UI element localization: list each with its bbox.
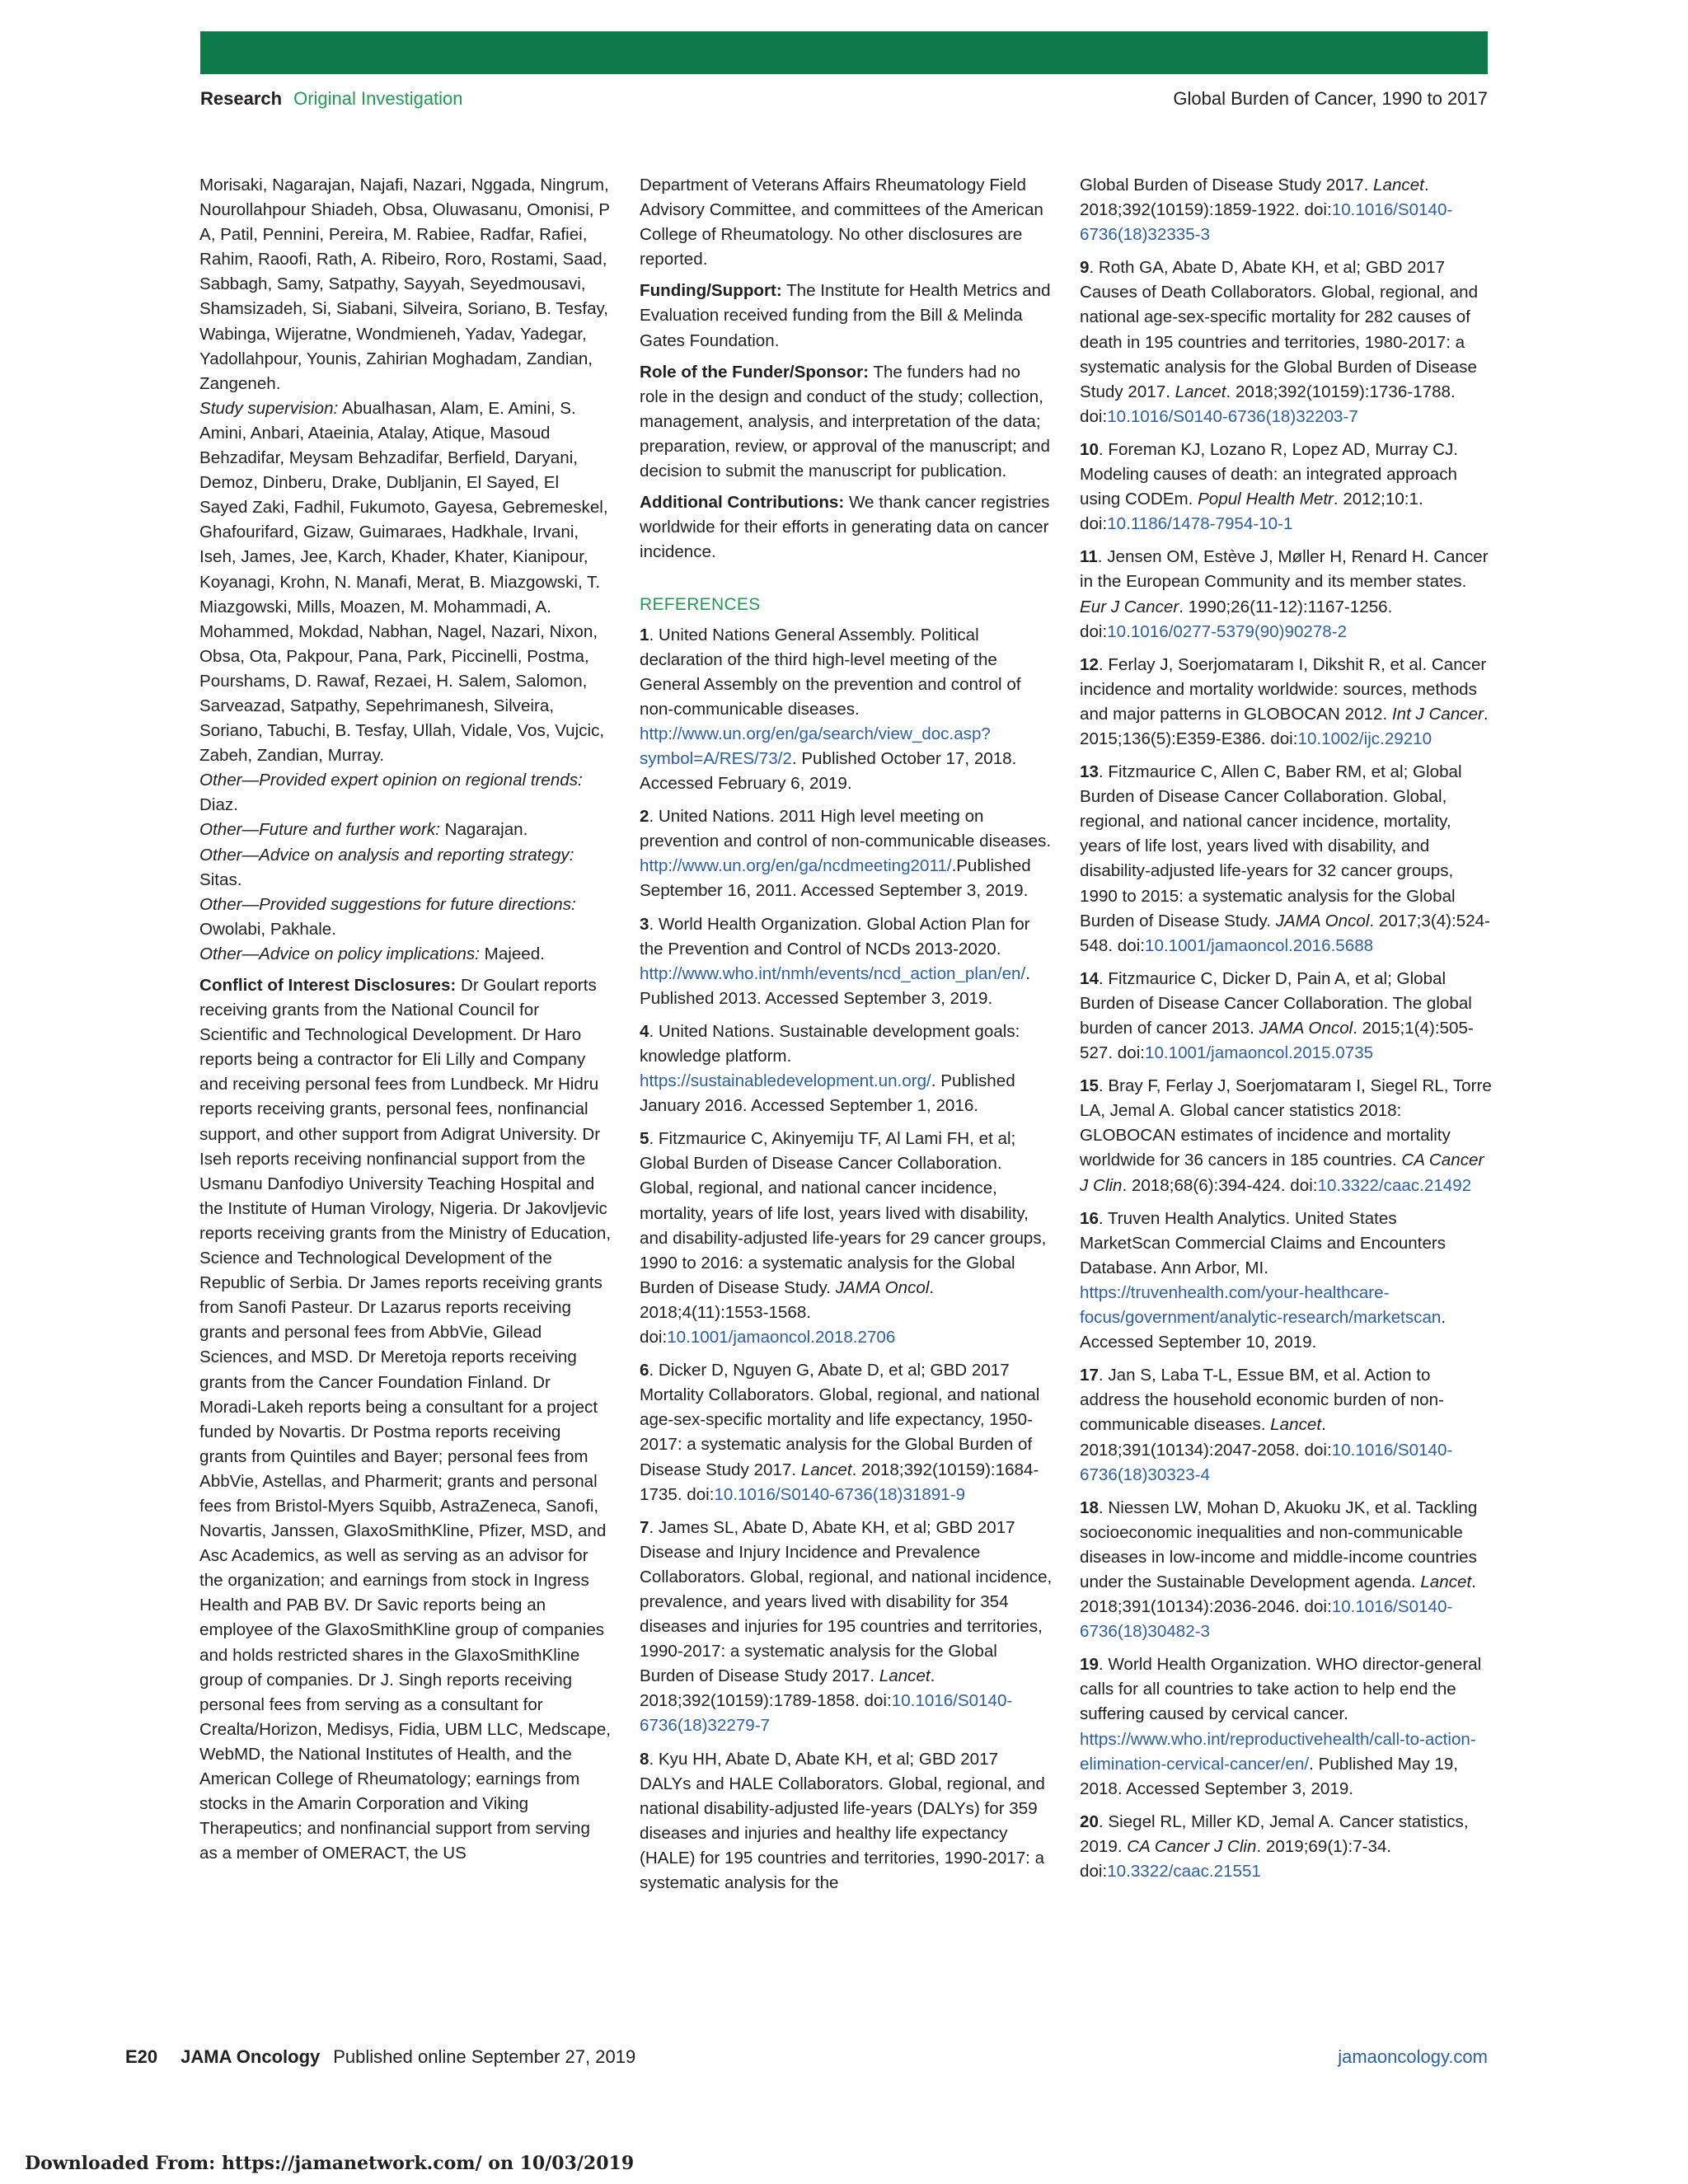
reference-link[interactable]: 10.1016/S0140-6736(18)30482-3 bbox=[1080, 1597, 1453, 1642]
reference-citation: . 2018;392(10159):1684-1735. doi: bbox=[640, 1460, 1039, 1504]
funding-support bbox=[640, 279, 1053, 353]
contribution-other-5-label: Other—Advice on policy implications: bbox=[199, 944, 480, 963]
reference-text: . Kyu HH, Abate D, Abate KH, et al; GBD 2017 DALYs and HALE Collaborators. Global, regional, and national disability-adjusted life-years (DALYs) for 359 diseases and injuries and healthy life expectancy (HALE) for 195 countries and territories, 1990-2017: a systematic analysis for the bbox=[640, 1749, 1045, 1892]
reference-item bbox=[640, 1127, 1053, 1350]
contribution-other-5 bbox=[199, 942, 612, 967]
reference-link[interactable]: 10.1001/jamaoncol.2015.0735 bbox=[1145, 1043, 1374, 1063]
reference-link[interactable]: http://www.un.org/en/ga/ncdmeeting2011/ bbox=[640, 856, 952, 876]
reference-journal: CA Cancer J Clin bbox=[1080, 1151, 1484, 1195]
reference-text: . Foreman KJ, Lozano R, Lopez AD, Murray CJ. Modeling causes of death: an integrated approach using CODEm. bbox=[1080, 439, 1459, 509]
reference-number: 11 bbox=[1080, 547, 1098, 567]
reference-link[interactable]: 10.1186/1478-7954-10-1 bbox=[1107, 514, 1293, 534]
reference-journal: Lancet bbox=[1270, 1415, 1322, 1435]
reference-citation: . 2015;136(5):E359-E386. doi: bbox=[1080, 704, 1489, 748]
reference-link[interactable]: 10.1016/S0140-6736(18)32203-7 bbox=[1107, 406, 1358, 426]
reference-item bbox=[1080, 173, 1492, 247]
reference-link[interactable]: 10.3322/caac.21492 bbox=[1317, 1175, 1472, 1195]
page-header bbox=[200, 86, 1488, 112]
reference-number: 2 bbox=[640, 807, 649, 827]
reference-text: . Fitzmaurice C, Akinyemiju TF, Al Lami FH, et al; Global Burden of Disease Cancer Collaboration. Global, regional, and national cancer incidence, mortality, years of life lost, years lived with disability, and disability-adjusted life-years for 29 cancer groups, 1990 to 2016: a systematic analysis for the Global Burden of Disease Study. bbox=[640, 1129, 1047, 1297]
role-text: The funders had no role in the design and conduct of the study; collection, management, analysis, and interpretation of the data; preparation, review, or approval of the manuscript; and decision to submit the manuscript for publication. bbox=[640, 362, 1050, 481]
contribution-other-2-text: Nagarajan. bbox=[439, 820, 528, 840]
reference-number: 10 bbox=[1080, 439, 1099, 459]
reference-link[interactable]: 10.1016/0277-5379(90)90278-2 bbox=[1107, 621, 1348, 641]
reference-citation: . 2018;391(10134):2036-2046. doi: bbox=[1080, 1572, 1476, 1617]
reference-text: . Dicker D, Nguyen G, Abate D, et al; GBD 2017 Mortality Collaborators. Global, regional, and national age-sex-specific mortality and life expectancy, 1950-2017: a systematic analysis for the Global Burden of Disease Study 2017. bbox=[640, 1361, 1040, 1479]
funding-label: Funding/Support: bbox=[640, 281, 782, 301]
reference-text: . Fitzmaurice C, Allen C, Baber RM, et al; Global Burden of Disease Cancer Collaboration. Global, regional, and national cancer incidence, mortality, years of life lost, years lived with disability, and disability-adjusted life-years for 32 cancer groups, 1990 to 2015: a systematic analysis for the Global Burden of Disease Study. bbox=[1080, 762, 1462, 930]
reference-citation: . 2018;4(11):1553-1568. doi: bbox=[640, 1277, 935, 1347]
reference-number: 6 bbox=[640, 1361, 649, 1380]
reference-number: 16 bbox=[1080, 1208, 1099, 1228]
column-2 bbox=[640, 173, 1053, 1904]
page-footer bbox=[125, 2044, 1488, 2070]
reference-link[interactable]: http://www.un.org/en/ga/search/view_doc.asp?symbol=A/RES/73/2 bbox=[640, 724, 991, 768]
reference-item bbox=[1080, 1810, 1492, 1884]
reference-item bbox=[640, 1358, 1053, 1507]
reference-number: 18 bbox=[1080, 1497, 1099, 1517]
reference-suffix: . Accessed September 10, 2019. bbox=[1080, 1308, 1447, 1352]
reference-number: 4 bbox=[640, 1021, 649, 1041]
reference-item bbox=[1080, 760, 1492, 958]
journal-header-bar bbox=[200, 31, 1488, 74]
reference-number: 8 bbox=[640, 1749, 649, 1769]
reference-journal: Lancet bbox=[1175, 382, 1226, 401]
reference-number: 15 bbox=[1080, 1076, 1099, 1096]
download-note: Downloaded From: https://jamanetwork.com/ on 10/03/2019 bbox=[25, 2153, 635, 2174]
study-supervision-label: Study supervision: bbox=[199, 398, 339, 418]
reference-journal: Lancet bbox=[800, 1460, 852, 1479]
reference-link[interactable]: http://www.who.int/nmh/events/ncd_action_plan/en/ bbox=[640, 963, 1026, 983]
reference-journal: JAMA Oncol bbox=[835, 1277, 930, 1297]
reference-link[interactable]: https://www.who.int/reproductivehealth/call-to-action-elimination-cervical-cancer/en/ bbox=[1080, 1729, 1476, 1774]
reference-item bbox=[1080, 255, 1492, 429]
reference-citation: . 1990;26(11-12):1167-1256. doi: bbox=[1080, 597, 1393, 641]
reference-citation: . 2018;391(10134):2047-2058. doi: bbox=[1080, 1415, 1332, 1460]
reference-text: . Ferlay J, Soerjomataram I, Dikshit R, et al. Cancer incidence and mortality worldwide: sources, methods and major patterns in GLOBOCAN 2012. bbox=[1080, 654, 1487, 724]
reference-suffix: . Published 2013. Accessed September 3, 2019. bbox=[640, 963, 1030, 1008]
subsection-label: Original Investigation bbox=[293, 88, 463, 109]
reference-suffix: . Published October 17, 2018. Accessed February 6, 2019. bbox=[640, 748, 1017, 794]
reference-text: . Jan S, Laba T-L, Essue BM, et al. Action to address the household economic burden of non-communicable diseases. bbox=[1080, 1366, 1444, 1435]
contribution-other-1-label: Other—Provided expert opinion on regional trends: bbox=[199, 771, 583, 790]
reference-journal: JAMA Oncol bbox=[1275, 911, 1370, 930]
reference-citation: . 2019;69(1):7-34. doi: bbox=[1080, 1836, 1392, 1881]
reference-text: . United Nations. 2011 High level meeting on prevention and control of non-communicable diseases. bbox=[640, 807, 1052, 851]
reference-item bbox=[640, 623, 1053, 797]
reference-citation: . 2012;10:1. doi: bbox=[1080, 490, 1423, 534]
reference-link[interactable]: 10.1016/S0140-6736(18)32335-3 bbox=[1080, 200, 1453, 245]
reference-text: . Truven Health Analytics. United States MarketScan Commercial Claims and Encounters Database. Ann Arbor, MI. bbox=[1080, 1208, 1447, 1277]
contribution-other-1-text: Diaz. bbox=[199, 795, 238, 815]
reference-link[interactable]: https://truvenhealth.com/your-healthcare-focus/government/analytic-research/marketscan bbox=[1080, 1282, 1442, 1328]
reference-number: 1 bbox=[640, 625, 649, 644]
reference-item bbox=[640, 1516, 1053, 1739]
reference-link[interactable]: 10.1001/jamaoncol.2018.2706 bbox=[667, 1328, 896, 1347]
reference-suffix: . Published January 2016. Accessed September 1, 2016. bbox=[640, 1071, 1015, 1116]
reference-item bbox=[1080, 653, 1492, 752]
reference-journal: Eur J Cancer bbox=[1080, 597, 1179, 616]
contribution-other-3 bbox=[199, 843, 612, 893]
column-3 bbox=[1080, 173, 1492, 1892]
reference-text: . Niessen LW, Mohan D, Akuoku JK, et al. Tackling socioeconomic inequalities and non-communicable diseases in low-income and middle-income countries under the Sustainable Development agenda. bbox=[1080, 1497, 1478, 1591]
journal-website-link[interactable]: jamaoncology.com bbox=[1338, 2046, 1488, 2067]
reference-journal: CA Cancer J Clin bbox=[1127, 1836, 1257, 1856]
reference-text: Global Burden of Disease Study 2017. bbox=[1080, 176, 1374, 194]
reference-item bbox=[640, 1747, 1053, 1896]
reference-number: 3 bbox=[640, 914, 649, 934]
reference-journal: Int J Cancer bbox=[1391, 704, 1484, 724]
reference-item bbox=[640, 1019, 1053, 1118]
reference-item bbox=[1080, 967, 1492, 1066]
conflict-of-interest-continued: Department of Veterans Affairs Rheumatology Field Advisory Committee, and committees of the American College of Rheumatology. No other disclosures are reported. bbox=[640, 176, 1043, 269]
running-title: Global Burden of Cancer, 1990 to 2017 bbox=[1173, 88, 1488, 109]
contribution-other-4-label: Other—Provided suggestions for future directions: bbox=[199, 894, 576, 914]
reference-number: 20 bbox=[1080, 1811, 1099, 1831]
reference-text: . World Health Organization. Global Action Plan for the Prevention and Control of NCDs 2013-2020. bbox=[640, 914, 1030, 958]
reference-text: . United Nations. Sustainable development goals: knowledge platform. bbox=[640, 1021, 1020, 1066]
reference-item bbox=[1080, 1496, 1492, 1645]
column-1 bbox=[199, 173, 612, 1866]
contribution-other-2-label: Other—Future and further work: bbox=[199, 820, 440, 840]
role-of-funder bbox=[640, 360, 1053, 484]
conflict-of-interest-label: Conflict of Interest Disclosures: bbox=[199, 976, 457, 995]
reference-item bbox=[1080, 1652, 1492, 1802]
study-supervision bbox=[199, 396, 612, 768]
reference-number: 13 bbox=[1080, 762, 1099, 782]
reference-suffix: . Published May 19, 2018. Accessed September 3, 2019. bbox=[1080, 1754, 1459, 1798]
reference-suffix: .Published September 16, 2011. Accessed September 3, 2019. bbox=[640, 856, 1031, 901]
reference-list-col3 bbox=[1080, 173, 1492, 1884]
contributions-text: We thank cancer registries worldwide for their efforts in generating data on cancer incidence. bbox=[640, 493, 1050, 562]
reference-link[interactable]: 10.1016/S0140-6736(18)30323-4 bbox=[1080, 1440, 1453, 1484]
reference-link[interactable]: 10.1002/ijc.29210 bbox=[1297, 729, 1432, 748]
section-label: Research bbox=[200, 88, 283, 109]
conflict-of-interest-text: Dr Goulart reports receiving grants from the National Council for Scientific and Technological Development. Dr Haro reports being a contractor for Eli Lilly and Company and receiving personal fees from Lundbeck. Mr Hidru reports receiving grants, personal fees, nonfinancial support, and other support from Adigrat University. Dr Iseh reports receiving nonfinancial support from the Usmanu Danfodiyo University Teaching Hospital and the Institute of Human Virology, Nigeria. Dr Jakovljevic reports receiving grants from the Ministry of Education, Science and Technological Development of the Republic of Serbia. Dr James reports receiving grants from Sanofi Pasteur. Dr Lazarus reports receiving grants and personal fees from AbbVie, Gilead Sciences, and MSD. Dr Meretoja reports receiving grants from the Cancer Foundation Finland. Dr Moradi-Lakeh reports being a consultant for a project funded by Novartis. Dr Postma reports receiving grants from Quintiles and Bayer; personal fees from AbbVie, Astellas, and Pharmerit; grants and personal fees from Bristol-Myers Squibb, AstraZeneca, Sanofi, Novartis, Janssen, GlaxoSmithKline, Pfizer, MSD, and Asc Academics, as well as serving as an advisor for the organization; and earnings from stock in Ingress Health and PAB BV. Dr Savic reports being an employee of the GlaxoSmithKline group of companies and holds restricted shares in the GlaxoSmithKline group of companies. Dr J. Singh reports receiving personal fees from serving as a consultant for Crealta/Horizon, Medisys, Fidia, UBM LLC, Medscape, WebMD, the National Institutes of Health, and the American College of Rheumatology; earnings from stocks in the Amarin Corporation and Viking Therapeutics; and nonfinancial support from serving as a member of OMERACT, the US bbox=[199, 976, 612, 1863]
reference-journal: JAMA Oncol bbox=[1259, 1019, 1353, 1038]
reference-item bbox=[1080, 1074, 1492, 1197]
reference-number: 12 bbox=[1080, 654, 1099, 674]
study-supervision-text: Abualhasan, Alam, E. Amini, S. Amini, Anbari, Ataeinia, Atalay, Atique, Masoud Behzadifar, Meysam Behzadifar, Berfield, Daryani, Demoz, Dinberu, Drake, Dubljanin, El Sayed, El Sayed Zaki, Fadhil, Fukumoto, Gayesa, Gebremeskel, Ghafourifard, Gizaw, Guimaraes, Hadkhale, Irvani, Iseh, James, Jee, Karch, Khader, Khater, Kianipour, Koyanagi, Krohn, N. Manafi, Merat, B. Miazgowski, T. Miazgowski, Mills, Moazen, M. Mohammadi, A. Mohammed, Mokdad, Nabhan, Nagel, Nazari, Nixon, Obsa, Ota, Pakpour, Pana, Park, Piccinelli, Postma, Pourshams, D. Rawaf, Rezaei, H. Salem, Salomon, Sarveazad, Satpathy, Sepehrimanesh, Silveira, Soriano, Tabuchi, B. Tesfay, Ullah, Vidale, Vos, Vujcic, Zabeh, Zandian, Murray. bbox=[199, 398, 608, 766]
reference-text: . Jensen OM, Estève J, Møller H, Renard H. Cancer in the European Community and its member states. bbox=[1080, 547, 1489, 592]
reference-citation: . 2018;392(10159):1789-1858. doi: bbox=[640, 1666, 935, 1711]
references-heading: REFERENCES bbox=[640, 595, 761, 615]
reference-citation: . 2015;1(4):505-527. doi: bbox=[1080, 1019, 1474, 1063]
reference-citation: . 2018;68(6):394-424. doi: bbox=[1122, 1175, 1318, 1195]
reference-citation: . 2018;392(10159):1859-1922. doi: bbox=[1080, 176, 1429, 220]
contribution-other-5-text: Majeed. bbox=[479, 944, 545, 963]
contributions-label: Additional Contributions: bbox=[640, 493, 845, 513]
reference-link[interactable]: 10.1016/S0140-6736(18)31891-9 bbox=[714, 1484, 966, 1504]
reference-list-col2 bbox=[640, 623, 1053, 1896]
reference-number: 5 bbox=[640, 1129, 649, 1149]
reference-text: . Bray F, Ferlay J, Soerjomataram I, Siegel RL, Torre LA, Jemal A. Global cancer statistics 2018: GLOBOCAN estimates of incidence and mortality worldwide for 36 cancers in 185 countries. bbox=[1080, 1076, 1492, 1170]
reference-citation: . 2018;392(10159):1736-1788. doi: bbox=[1080, 382, 1456, 426]
reference-text: . James SL, Abate D, Abate KH, et al; GBD 2017 Disease and Injury Incidence and Prevalence Collaborators. Global, regional, and national incidence, prevalence, and years lived with disability for 354 diseases and injuries for 195 countries and territories, 1990-2017: a systematic analysis for the Global Burden of Disease Study 2017. bbox=[640, 1517, 1053, 1686]
reference-number: 7 bbox=[640, 1517, 649, 1537]
reference-text: . Fitzmaurice C, Dicker D, Pain A, et al; Global Burden of Disease Cancer Collaboration. The global burden of cancer 2013. bbox=[1080, 968, 1472, 1038]
journal-name: JAMA Oncology bbox=[181, 2046, 321, 2067]
role-label: Role of the Funder/Sponsor: bbox=[640, 362, 870, 382]
reference-link[interactable]: 10.1016/S0140-6736(18)32279-7 bbox=[640, 1691, 1013, 1736]
contribution-other-3-label: Other—Advice on analysis and reporting strategy: bbox=[199, 845, 574, 865]
reference-link[interactable]: 10.1001/jamaoncol.2016.5688 bbox=[1145, 935, 1374, 955]
funding-text: The Institute for Health Metrics and Evaluation received funding from the Bill & Melinda Gates Foundation. bbox=[640, 281, 1051, 350]
additional-contributions bbox=[640, 490, 1053, 565]
conflict-of-interest bbox=[199, 973, 612, 1866]
reference-item bbox=[1080, 545, 1492, 644]
page-number: E20 bbox=[125, 2046, 158, 2067]
publication-date: Published online September 27, 2019 bbox=[333, 2046, 636, 2067]
contribution-other-4 bbox=[199, 893, 612, 942]
reference-number: 9 bbox=[1080, 258, 1090, 278]
reference-link[interactable]: https://sustainabledevelopment.un.org/ bbox=[640, 1071, 931, 1091]
reference-text: . Siegel RL, Miller KD, Jemal A. Cancer statistics, 2019. bbox=[1080, 1811, 1469, 1856]
reference-number: 19 bbox=[1080, 1655, 1099, 1675]
contribution-other-3-text: Sitas. bbox=[199, 869, 242, 889]
reference-number: 14 bbox=[1080, 968, 1099, 988]
reference-item bbox=[1080, 1207, 1492, 1356]
reference-item bbox=[1080, 1363, 1492, 1487]
reference-journal: Lancet bbox=[1373, 176, 1424, 194]
reference-number: 17 bbox=[1080, 1366, 1099, 1385]
reference-item bbox=[640, 804, 1053, 903]
reference-text: . World Health Organization. WHO director-general calls for all countries to take action to help end the suffering caused by cervical cancer. bbox=[1080, 1655, 1482, 1724]
reference-text: . Roth GA, Abate D, Abate KH, et al; GBD 2017 Causes of Death Collaborators. Global, regional, and national age-sex-specific mortality for 282 causes of death in 195 countries and territories, 1980-2017: a systematic analysis for the Global Burden of Disease Study 2017. bbox=[1080, 258, 1479, 401]
contribution-other-2 bbox=[199, 818, 612, 842]
reference-item bbox=[640, 912, 1053, 1011]
contribution-other-4-text: Owolabi, Pakhale. bbox=[199, 919, 336, 939]
reference-item bbox=[1080, 438, 1492, 537]
reference-citation: . 2017;3(4):524-548. doi: bbox=[1080, 911, 1490, 955]
reference-journal: Lancet bbox=[879, 1666, 931, 1686]
reference-link[interactable]: 10.3322/caac.21551 bbox=[1107, 1862, 1261, 1881]
reference-text: . United Nations General Assembly. Political declaration of the third high-level meeting of the General Assembly on the prevention and control of non-communicable diseases. bbox=[640, 625, 1021, 719]
reference-journal: Popul Health Metr bbox=[1198, 490, 1334, 509]
author-contributions-names: Morisaki, Nagarajan, Najafi, Nazari, Nggada, Ningrum, Nourollahpour Shiadeh, Obsa, Oluwasanu, Omonisi, P A, Patil, Pennini, Pereira, M. Rabiee, Radfar, Rafiei, Rahim, Raoofi, Rath, A. Ribeiro, Roro, Rostami, Saad, Sabbagh, Samy, Satpathy, Sayyah, Seyedmousavi, Shamsizadeh, Si, Siabani, Silveira, Soriano, B. Tesfay, Wabinga, Wijeratne, Wondmieneh, Yadav, Yadegar, Yadollahpour, Younis, Zahirian Moghadam, Zandian, Zangeneh. bbox=[199, 176, 610, 393]
contribution-other-1 bbox=[199, 768, 612, 818]
reference-journal: Lancet bbox=[1420, 1572, 1472, 1591]
